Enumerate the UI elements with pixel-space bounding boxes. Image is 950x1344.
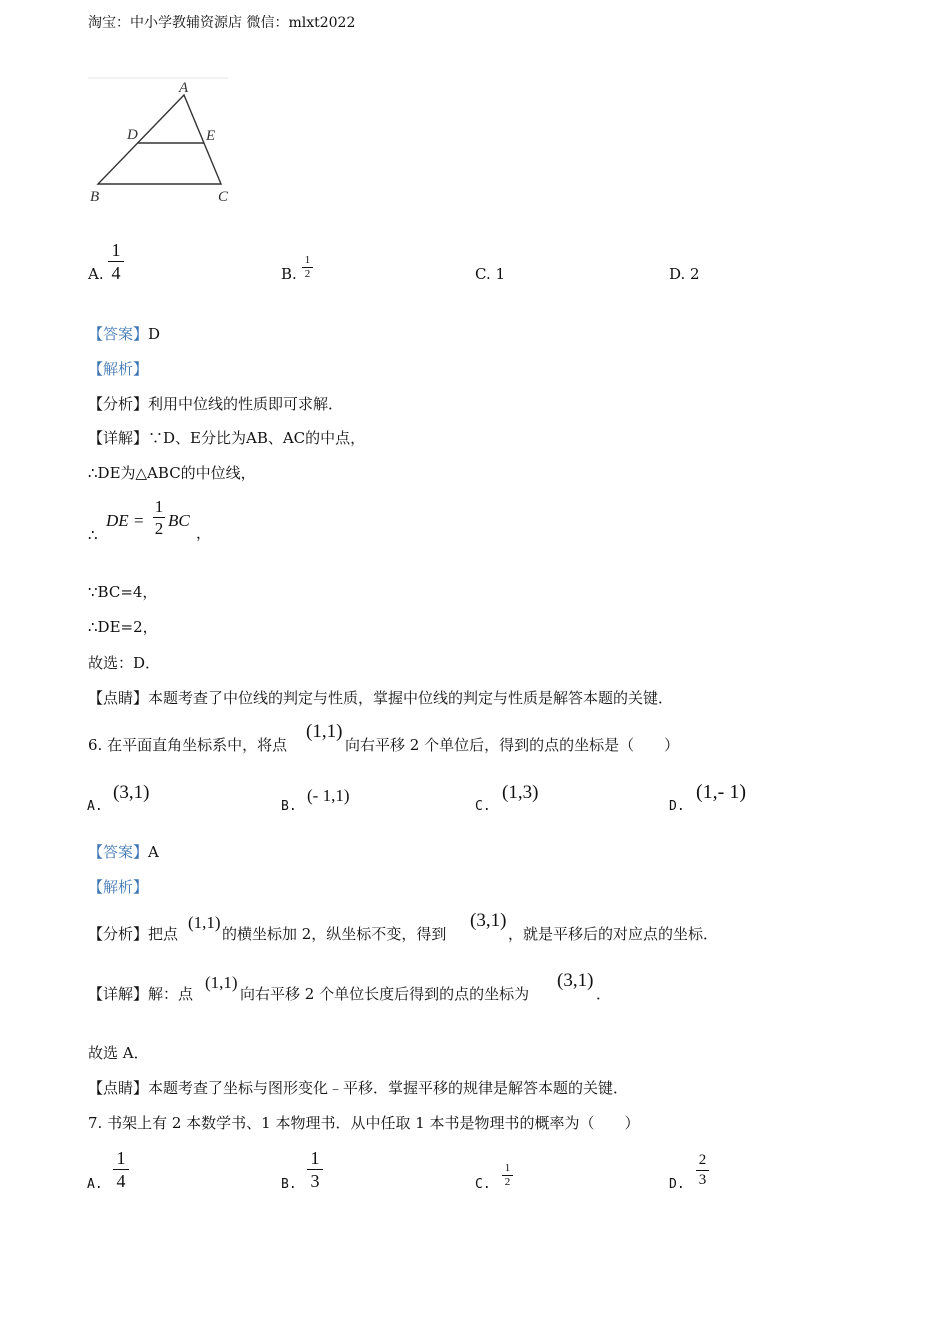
fenxi-tag: 【分析】 [88, 395, 149, 413]
fraction-numerator: 1 [304, 254, 311, 266]
fraction-numerator: 1 [154, 497, 164, 516]
q5-choose: 故选：D． [88, 654, 161, 672]
q6-option-d-value: (1,- 1) [696, 781, 746, 803]
vertex-a-label: A [179, 80, 189, 96]
fraction-denominator: 3 [310, 1171, 320, 1191]
fraction-denominator: 2 [154, 519, 164, 538]
xiangjie-text: 解：点 [148, 985, 194, 1003]
q6-fenxi-point2: (3,1) [470, 910, 507, 931]
option-value: 1 [495, 265, 506, 283]
fenxi-text: 把点 [148, 925, 179, 943]
q6-stem-pre: 6. 在平面直角坐标系中，将点 [88, 736, 288, 754]
q5-option-a-fraction [108, 241, 124, 282]
fraction-denominator: 4 [111, 263, 121, 283]
dianjing-tag: 【点睛】 [88, 1079, 149, 1097]
q5-analysis-tag: 【解析】 [88, 360, 149, 378]
option-label: D. [669, 265, 686, 283]
q6-option-a-label: A. [87, 799, 103, 814]
q6-fenxi-post: ，就是平移后的对应点的坐标． [508, 925, 719, 943]
q6-dianjing [88, 1081, 628, 1096]
q7-option-b-label: B. [281, 1177, 297, 1192]
fenxi-text: 利用中位线的性质即可求解． [148, 395, 344, 413]
vertex-d-label: D [127, 127, 138, 143]
dianjing-tag: 【点睛】 [88, 689, 149, 707]
q6-option-b-label: B. [281, 799, 297, 814]
q5-answer [88, 327, 160, 342]
q5-step-midline: ∴DE为△ABC的中位线， [88, 464, 256, 482]
fraction-bar [153, 517, 165, 518]
triangle-figure [84, 76, 244, 206]
fraction-bar [113, 1169, 129, 1170]
q5-formula-comma: ， [196, 524, 212, 542]
fenxi-tag: 【分析】 [88, 925, 149, 943]
q7-stem: 7. 书架上有 2 本数学书、1 本物理书．从中任取 1 本书是物理书的概率为（ ） [88, 1114, 640, 1132]
q6-option-c-value: (1,3) [502, 782, 539, 803]
q6-xiangjie-mid: 向右平移 2 个单位长度后得到的点的坐标为 [240, 985, 530, 1003]
q6-option-b-value: (- 1,1) [307, 786, 350, 805]
q6-option-d-label: D. [669, 799, 685, 814]
q5-xiangjie [88, 431, 365, 446]
q5-option-a-label: A. [88, 265, 104, 283]
answer-tag: 【答案】 [88, 843, 149, 861]
q5-formula-fraction [153, 498, 165, 537]
q6-fenxi-pre [88, 927, 178, 942]
answer-tag: 【答案】 [88, 325, 149, 343]
xiangjie-tag: 【详解】 [88, 985, 149, 1003]
fraction-numerator: 1 [116, 1148, 126, 1168]
fraction-denominator: 2 [304, 268, 311, 280]
q6-fenxi-mid: 的横坐标加 2，纵坐标不变，得到 [222, 925, 447, 943]
q5-option-b-label: B. [281, 265, 297, 283]
q5-formula-lhs: DE = [106, 511, 145, 530]
q7-option-b-fraction [307, 1149, 323, 1190]
q6-xiangjie-point2: (3,1) [557, 970, 594, 991]
q6-stem-post: 向右平移 2 个单位后，得到的点的坐标是（ ） [345, 736, 680, 754]
q6-xiangjie-point1: (1,1) [205, 973, 238, 992]
q6-xiangjie-pre [88, 987, 193, 1002]
vertex-c-label: C [218, 189, 229, 205]
q5-step-bc: ∵BC=4， [88, 583, 158, 601]
q6-option-a-value: (3,1) [113, 782, 150, 803]
fraction-bar [108, 261, 124, 262]
answer-value: D [148, 325, 161, 343]
triangle-abc [98, 95, 221, 184]
q6-xiangjie-post: ． [596, 985, 612, 1003]
q6-analysis-tag: 【解析】 [88, 878, 149, 896]
q6-fenxi-point1: (1,1) [188, 913, 221, 932]
q5-option-c [475, 267, 505, 282]
dianjing-text: 本题考查了中位线的判定与性质，掌握中位线的判定与性质是解答本题的关键． [148, 689, 674, 707]
fraction-denominator: 2 [504, 1176, 511, 1188]
option-label: C. [475, 265, 491, 283]
q7-option-c-label: C. [475, 1177, 491, 1192]
vertex-b-label: B [90, 189, 100, 205]
fraction-bar [696, 1170, 709, 1171]
q6-stem-point: (1,1) [306, 721, 343, 742]
fraction-numerator: 1 [111, 240, 121, 260]
q7-option-a-fraction [113, 1149, 129, 1190]
q6-option-c-label: C. [475, 799, 491, 814]
fraction-numerator: 2 [698, 1152, 707, 1168]
q6-answer [88, 845, 159, 860]
dianjing-text: 本题考查了坐标与图形变化﹣平移．掌握平移的规律是解答本题的关键． [148, 1079, 629, 1097]
fraction-bar [307, 1169, 323, 1170]
fraction-numerator: 1 [504, 1162, 511, 1174]
q7-option-d-label: D. [669, 1177, 685, 1192]
q5-fenxi [88, 397, 343, 412]
fraction-denominator: 3 [698, 1172, 707, 1188]
q7-option-d-fraction [696, 1153, 709, 1188]
fraction-denominator: 4 [116, 1171, 126, 1191]
xiangjie-tag: 【详解】 [88, 429, 149, 447]
page-header: 淘宝：中小学教辅资源店 微信：mlxt2022 [88, 15, 356, 31]
q5-step-de: ∴DE=2， [88, 618, 158, 636]
option-value: 2 [690, 265, 700, 283]
q5-formula-rhs: BC [168, 511, 190, 530]
xiangjie-text: ∵D、E分比为AB、AC的中点， [148, 429, 366, 447]
fraction-numerator: 1 [310, 1148, 320, 1168]
q7-option-c-fraction [502, 1163, 513, 1188]
q5-option-d [669, 267, 700, 282]
q5-step-therefore: ∴ [88, 526, 98, 544]
answer-value: A [148, 843, 159, 861]
q6-choose: 故选 A． [88, 1044, 149, 1062]
q5-option-b-fraction [302, 255, 313, 280]
q7-option-a-label: A. [87, 1177, 103, 1192]
vertex-e-label: E [206, 128, 216, 144]
q5-dianjing [88, 691, 673, 706]
